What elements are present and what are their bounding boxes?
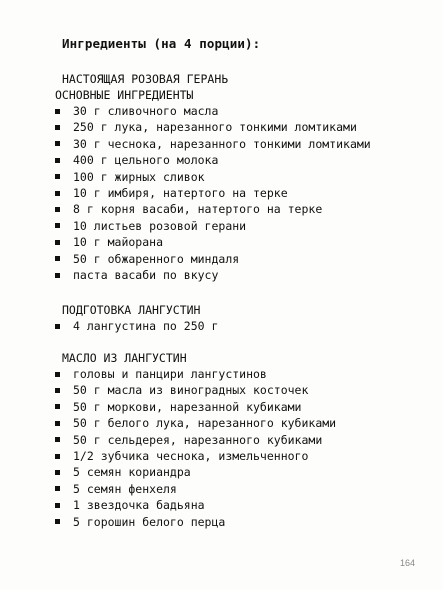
page-number: 164	[399, 558, 415, 568]
list-item	[55, 169, 371, 185]
bullet-icon	[55, 207, 60, 212]
bullet-icon	[55, 437, 60, 442]
list-item	[55, 103, 371, 119]
bullet-icon	[55, 223, 60, 228]
bullet-icon	[55, 324, 60, 329]
list-item	[55, 119, 371, 135]
list-item	[55, 464, 336, 480]
bullet-icon	[55, 404, 60, 409]
bullet-icon	[55, 191, 60, 196]
list-item	[55, 152, 371, 168]
list-item	[55, 234, 371, 250]
ingredients-heading: Ингредиенты (на 4 порции):	[62, 36, 261, 51]
ingredient-text: 100 г жирных сливок	[73, 169, 205, 184]
list-item	[55, 251, 371, 267]
ingredient-text: 1 звездочка бадьяна	[73, 498, 205, 513]
list-item	[55, 318, 218, 334]
ingredient-text: 50 г обжаренного миндаля	[73, 251, 240, 266]
list-item	[55, 267, 371, 283]
ingredient-text: 50 г сельдерея, нарезанного кубиками	[73, 432, 323, 447]
list-item	[55, 415, 336, 431]
bullet-icon	[55, 273, 60, 278]
ingredient-text: 30 г чеснока, нарезанного тонкими ломтиками	[73, 136, 371, 151]
bullet-icon	[55, 125, 60, 130]
ingredient-list-langoustine-prep	[55, 318, 218, 334]
bullet-icon	[55, 256, 60, 261]
bullet-icon	[55, 109, 60, 114]
bullet-icon	[55, 240, 60, 245]
list-item	[55, 497, 336, 513]
list-item	[55, 432, 336, 448]
ingredient-list-rose-geranium	[55, 103, 371, 283]
bullet-icon	[55, 470, 60, 475]
bullet-icon	[55, 486, 60, 491]
list-item	[55, 185, 371, 201]
ingredient-text: 1/2 зубчика чеснока, измельченного	[73, 448, 309, 463]
section-title-langoustine-oil: МАСЛО ИЗ ЛАНГУСТИН	[62, 351, 187, 365]
ingredient-text: 10 г имбиря, натертого на терке	[73, 185, 288, 200]
ingredient-text: 50 г масла из виноградных косточек	[73, 383, 309, 398]
ingredient-list-langoustine-oil	[55, 366, 336, 530]
list-item	[55, 514, 336, 530]
ingredient-text: 10 г майорана	[73, 235, 164, 250]
bullet-icon	[55, 372, 60, 377]
list-item	[55, 399, 336, 415]
section-title-langoustine-prep: ПОДГОТОВКА ЛАНГУСТИН	[62, 303, 201, 317]
list-item	[55, 201, 371, 217]
ingredient-text: 50 г белого лука, нарезанного кубиками	[73, 416, 337, 431]
list-item	[55, 448, 336, 464]
section-title-rose-geranium: НАСТОЯЩАЯ РОЗОВАЯ ГЕРАНЬ	[62, 72, 229, 86]
ingredient-text: 30 г сливочного масла	[73, 104, 219, 118]
ingredient-text: 50 г моркови, нарезанной кубиками	[73, 399, 302, 414]
ingredient-text: 8 г корня васаби, натертого на терке	[73, 202, 323, 217]
ingredient-text: 250 г лука, нарезанного тонкими ломтиками	[73, 120, 357, 135]
bullet-icon	[55, 519, 60, 524]
ingredient-text: паста васаби по вкусу	[73, 267, 219, 282]
bullet-icon	[55, 174, 60, 179]
list-item	[55, 481, 336, 497]
list-item	[55, 136, 371, 152]
ingredient-text: 5 горошин белого перца	[73, 514, 226, 529]
ingredient-text: 5 семян фенхеля	[73, 481, 177, 496]
list-item	[55, 366, 336, 382]
bullet-icon	[55, 158, 60, 163]
ingredient-text: 10 листьев розовой герани	[73, 218, 247, 233]
bullet-icon	[55, 503, 60, 508]
ingredient-text: головы и панцири лангустинов	[73, 367, 267, 381]
ingredient-text: 5 семян кориандра	[73, 465, 191, 480]
section-subtitle-main-ingredients: ОСНОВНЫЕ ИНГРЕДИЕНТЫ	[55, 88, 194, 102]
bullet-icon	[55, 141, 60, 146]
ingredient-text: 4 лангустина по 250 г	[73, 319, 219, 333]
bullet-icon	[55, 388, 60, 393]
ingredient-text: 400 г цельного молока	[73, 153, 219, 168]
list-item	[55, 382, 336, 398]
list-item	[55, 218, 371, 234]
bullet-icon	[55, 421, 60, 426]
bullet-icon	[55, 454, 60, 459]
